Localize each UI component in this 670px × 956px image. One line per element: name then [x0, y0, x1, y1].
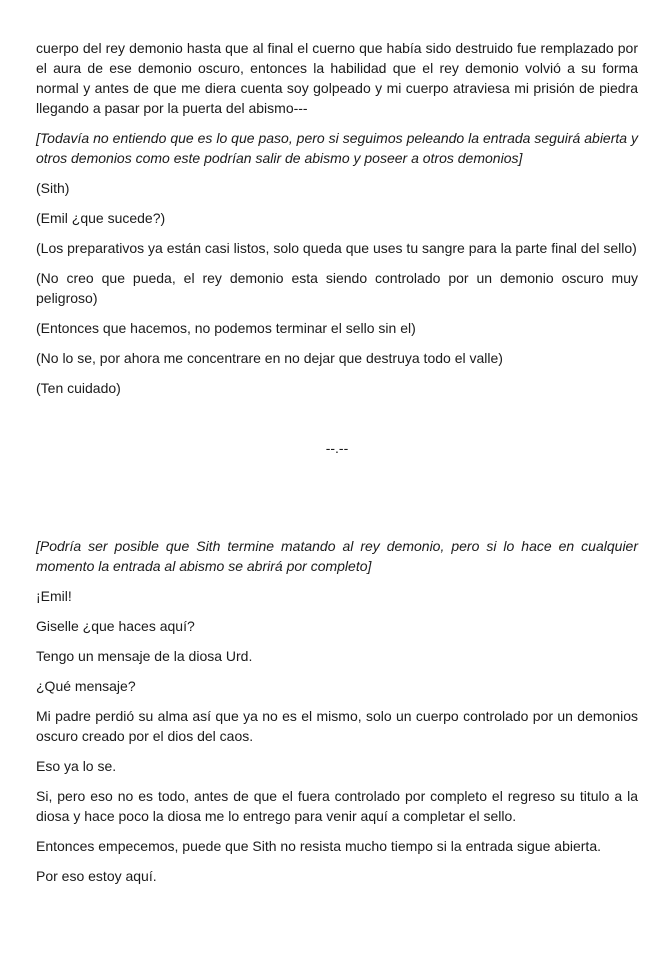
section-1 — [36, 38, 638, 398]
paragraph: Giselle ¿que haces aquí? — [36, 618, 195, 634]
paragraph: (Sith) — [36, 180, 70, 196]
paragraph: [Todavía no entiendo que es lo que paso, pero si seguimos peleando la entrada seguirá abierta y otros demonios como este podrían salir de abismo y poseer a otros demonios] — [36, 130, 638, 166]
section-2 — [36, 536, 638, 886]
paragraph: Tengo un mensaje de la diosa Urd. — [36, 648, 253, 664]
paragraph: (No creo que pueda, el rey demonio esta siendo controlado por un demonio oscuro muy peligroso) — [36, 270, 638, 306]
scene-separator: --.-- — [325, 440, 349, 456]
paragraph: (Entonces que hacemos, no podemos terminar el sello sin el) — [36, 320, 416, 336]
paragraph: cuerpo del rey demonio hasta que al final el cuerno que había sido destruido fue remplazado por el aura de ese demonio oscuro, entonces la habilidad que el rey demonio volvió a su forma normal y antes de que me diera cuenta soy golpeado y mi cuerpo atraviesa mi prisión de piedra llegando a pasar por la puerta del abismo--- — [36, 40, 638, 116]
paragraph: ¿Qué mensaje? — [36, 678, 136, 694]
paragraph: (Ten cuidado) — [36, 380, 121, 396]
paragraph: (No lo se, por ahora me concentrare en no dejar que destruya todo el valle) — [36, 350, 503, 366]
paragraph: Mi padre perdió su alma así que ya no es el mismo, solo un cuerpo controlado por un demonios oscuro creado por el dios del caos. — [36, 708, 638, 744]
paragraph: Por eso estoy aquí. — [36, 868, 157, 884]
paragraph: (Los preparativos ya están casi listos, solo queda que uses tu sangre para la parte final del sello) — [36, 240, 637, 256]
document-page — [36, 38, 638, 896]
paragraph: Si, pero eso no es todo, antes de que el fuera controlado por completo el regreso su titulo a la diosa y hace poco la diosa me lo entrego para venir aquí a completar el sello. — [36, 788, 638, 824]
paragraph: (Emil ¿que sucede?) — [36, 210, 166, 226]
paragraph: Eso ya lo se. — [36, 758, 117, 774]
paragraph: Entonces empecemos, puede que Sith no resista mucho tiempo si la entrada sigue abierta. — [36, 838, 601, 854]
paragraph: [Podría ser posible que Sith termine matando al rey demonio, pero si lo hace en cualquier momento la entrada al abismo se abrirá por completo] — [36, 538, 638, 574]
paragraph: ¡Emil! — [36, 588, 72, 604]
